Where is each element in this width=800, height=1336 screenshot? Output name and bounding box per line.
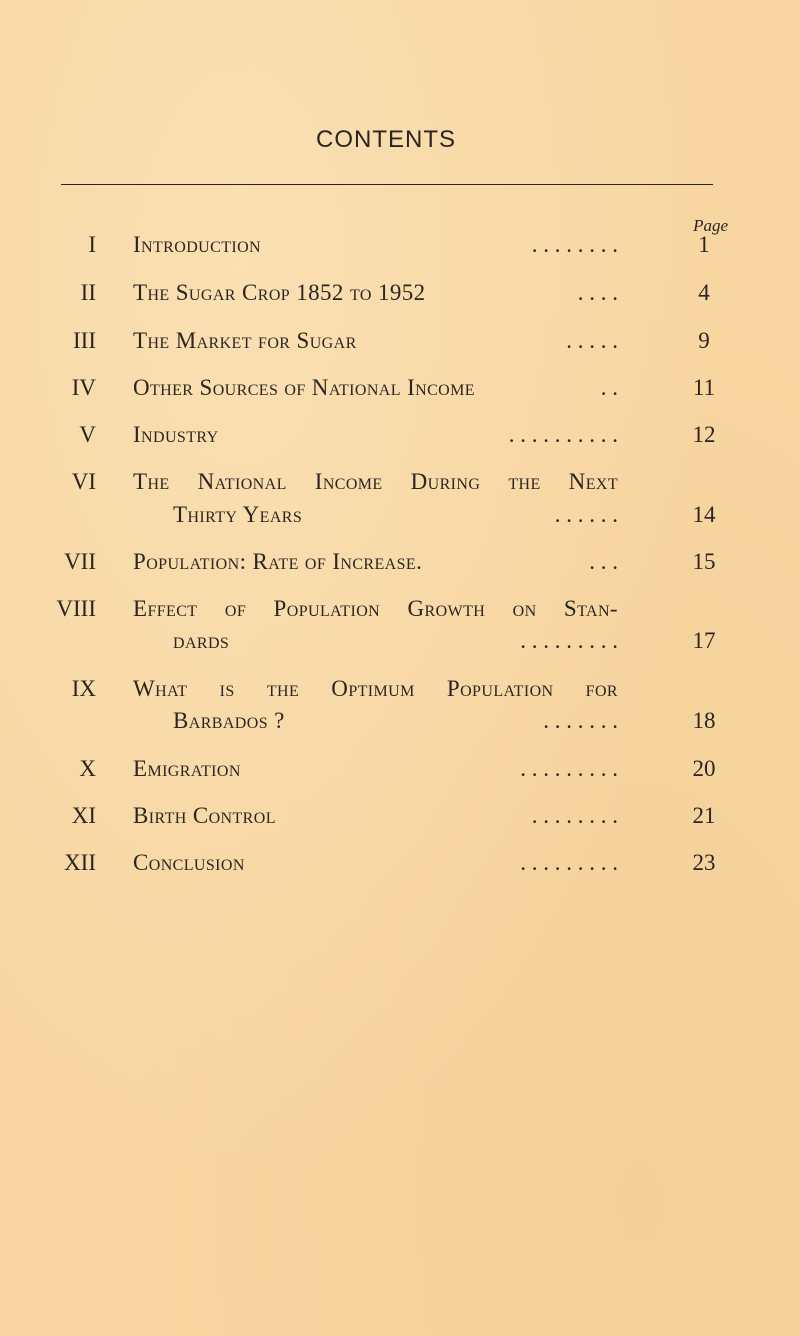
page-number: 17 xyxy=(692,628,716,653)
page-number: 14 xyxy=(692,502,716,527)
dot-leader: . . xyxy=(600,375,618,400)
chapter-title: Conclusion xyxy=(133,850,245,875)
chapter-number: X xyxy=(79,756,96,781)
page-number: 15 xyxy=(692,549,716,574)
dot-leader: . . . . . . . . xyxy=(531,803,618,828)
chapter-title: Birth Control xyxy=(133,803,276,828)
chapter-title-line-2: Thirty Years xyxy=(173,502,303,527)
page-number: 21 xyxy=(692,803,716,828)
chapter-title-line-1: What is the Optimum Population for xyxy=(133,676,618,701)
chapter-title: The Sugar Crop 1852 to 1952 xyxy=(133,280,426,305)
dot-leader: . . . . . . . . . xyxy=(520,628,618,653)
chapter-number: IX xyxy=(71,676,96,701)
chapter-number: IV xyxy=(71,375,96,400)
dot-leader: . . . . . . . xyxy=(543,708,618,733)
dot-leader: . . . . . . . . . xyxy=(520,850,618,875)
chapter-title: The Market for Sugar xyxy=(133,328,357,353)
chapter-number: I xyxy=(88,232,96,257)
chapter-title: Population: Rate of Increase. xyxy=(133,549,423,574)
chapter-number: VIII xyxy=(56,596,96,621)
chapter-title: Emigration xyxy=(133,756,241,781)
page-number: 4 xyxy=(698,280,710,305)
page-number: 11 xyxy=(692,375,716,400)
page-number: 12 xyxy=(692,422,716,447)
page-column-label: Page xyxy=(693,216,728,235)
chapter-number: V xyxy=(79,422,96,447)
dot-leader: . . . . . . xyxy=(554,502,618,527)
chapter-title: Other Sources of National Income xyxy=(133,375,475,400)
dot-leader: . . . . xyxy=(577,280,618,305)
title-rule xyxy=(61,184,713,185)
chapter-title-line-2: Barbados ? xyxy=(173,708,285,733)
page-number: 18 xyxy=(692,708,716,733)
page-number: 9 xyxy=(698,328,710,353)
dot-leader: . . . . . . . . xyxy=(531,232,618,257)
page-number: 20 xyxy=(692,756,716,781)
chapter-number: VII xyxy=(64,549,96,574)
chapter-number: XII xyxy=(64,850,96,875)
page-number: 23 xyxy=(692,850,716,875)
chapter-number: VI xyxy=(71,469,96,494)
chapter-title: Industry xyxy=(133,422,219,447)
chapter-number: XI xyxy=(71,803,96,828)
chapter-title-line-1: Effect of Population Growth on Stan- xyxy=(133,596,618,621)
chapter-title: Introduction xyxy=(133,232,262,257)
dot-leader: . . . . . . . . . . xyxy=(508,422,618,447)
chapter-number: III xyxy=(73,328,96,353)
page-title: CONTENTS xyxy=(316,126,456,153)
dot-leader: . . . . . xyxy=(566,328,618,353)
dot-leader: . . . . . . . . . xyxy=(520,756,618,781)
chapter-number: II xyxy=(80,280,96,305)
chapter-title-line-1: The National Income During the Next xyxy=(133,469,618,494)
page-number: 1 xyxy=(698,232,710,257)
chapter-title-line-2: dards xyxy=(173,628,230,653)
dot-leader: . . . xyxy=(589,549,618,574)
